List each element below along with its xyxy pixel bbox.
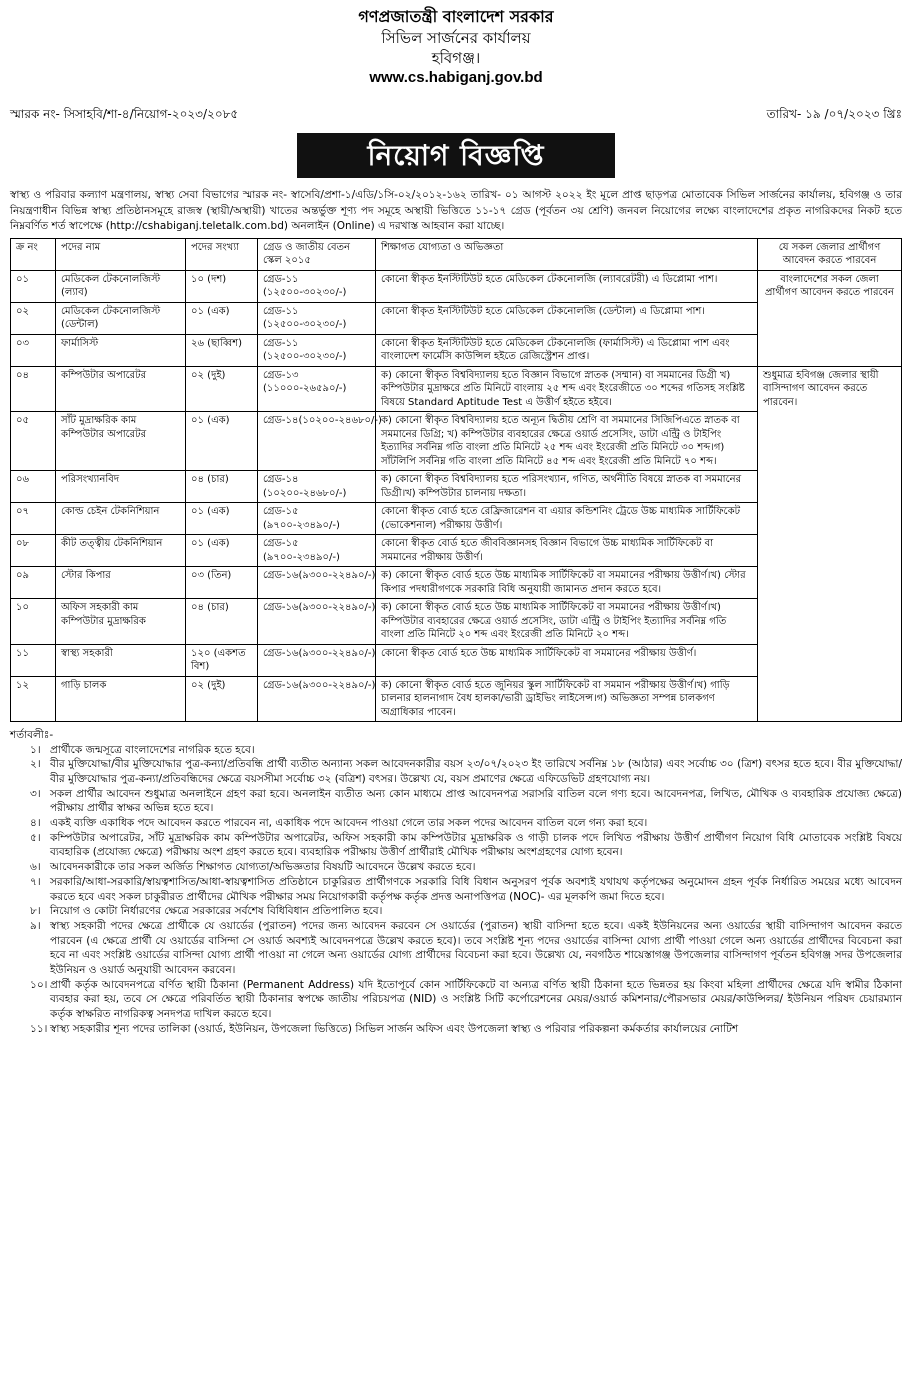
condition-text: স্বাস্থ্য সহকারীর শূন্য পদের তালিকা (ওয়ার্ড, ইউনিয়ন, উপজেলা ভিত্তিতে) সিভিল সার্জন অফিস এবং উপজেলা স্বাস্থ্য ও পরিবার পরিকল্পনা কর্মকর্তার কার্যালয়ের নোটিশ (50, 1022, 739, 1035)
cell-count: ০৪ (চার) (186, 471, 258, 503)
cell-qual: কোনো স্বীকৃত বোর্ড হতে জীববিজ্ঞানসহ বিজ্ঞান বিভাগে উচ্চ মাধ্যমিক সার্টিফিকেট বা সমমানের পরীক্ষায় উত্তীর্ণ। (376, 535, 758, 567)
cell-post: সাঁট মুদ্রাক্ষরিক কাম কম্পিউটার অপারেটর (56, 412, 186, 471)
condition-text: স্বাস্থ্য সহকারী পদের ক্ষেত্রে প্রার্থীকে যে ওয়ার্ডের (পুরাতন) পদের জন্য আবেদন করবেন সে ওয়ার্ডের (পুরাতন) স্থায়ী বাসিন্দা হতে হবে। একই ইউনিয়নের অন্য ওয়ার্ডের স্থায়ী বাসিন্দাগণ আবেদন করতে পারবেন (এ ক্ষেত্রে প্রার্থী যে ওয়ার্ডের বাসিন্দা সে ওয়ার্ড অবশ্যই আবেদনপত্রে উল্লেখ করতে হবে)। তবে সংশ্লিষ্ট শূন্য পদের ওয়ার্ডের বাসিন্দা যোগ্য প্রার্থী পাওয়া গেলে অন্য ওয়ার্ডের প্রার্থীদের বিবেচনা করা হবে না এবং সংশ্লিষ্ট ওয়ার্ডের বাসিন্দা যোগ্য প্রার্থী পাওয়া না গেলে অন্য ওয়ার্ডের যোগ্য প্রার্থীদের বিবেচনা করা হবে। উল্লেখ্য যে, নবগঠিত শায়েস্তাগঞ্জ উপজেলার বাসিন্দাগণ পূর্বতন হবিগঞ্জ সদর উপজেলার ইউনিয়ন ও ওয়ার্ড অনুযায়ী আবেদন করবেন। (50, 919, 902, 976)
condition-number: ৭। (30, 875, 41, 888)
notice-banner: নিয়োগ বিজ্ঞপ্তি (297, 133, 614, 179)
table-row (11, 270, 902, 302)
cell-grade: গ্রেড-১৬(৯৩০০-২২৪৯০/-) (258, 567, 376, 599)
conditions-title: শর্তাবলীঃ- (10, 729, 54, 742)
condition-item (10, 904, 902, 919)
cell-grade: গ্রেড-১১ (১২৫০০-৩০২৩০/-) (258, 302, 376, 334)
cell-eligibility-local: শুধুমাত্র হবিগঞ্জ জেলার স্থায়ী বাসিন্দাগণ আবেদন করতে পারবেন। (758, 366, 902, 722)
cell-no: ০৯ (11, 567, 56, 599)
condition-number: ৫। (30, 831, 41, 844)
cell-count: ১০ (দশ) (186, 270, 258, 302)
memo-row (10, 106, 902, 122)
memo-date: তারিখ- ১৯ /০৭/২০২৩ খ্রিঃ (766, 107, 902, 122)
cell-post: মেডিকেল টেকনোলজিস্ট (ল্যাব) (56, 270, 186, 302)
cell-grade: গ্রেড-১৬(৯৩০০-২২৪৯০/-) (258, 599, 376, 645)
intro-paragraph: স্বাস্থ্য ও পরিবার কল্যাণ মন্ত্রণালয়, স্বাস্থ্য সেবা বিভাগের স্মারক নং- স্বাসেবি/প্রশা-১/এডি/১সি-০২/২০১২-১৬২ তারিখ- ০১ আগস্ট ২০২২ ইং মূলে প্রাপ্ত ছাড়পত্র মোতাবেক সিভিল সার্জনের কার্যালয়, হবিগঞ্জ ও তার নিয়ন্ত্রণাধীন বিভিন্ন স্বাস্থ্য প্রতিষ্ঠানসমূহে রাজস্ব (স্থায়ী/অস্থায়ী) খাতের অন্তর্ভুক্ত শূণ্য পদ সমূহে অস্থায়ী ভিত্তিতে ১১-১৭ গ্রেড (পূর্বতন ৩য় শ্রেণি) জনবল নিয়োগের লক্ষ্যে বাংলাদেশের প্রকৃত নাগরিকদের নিকট হতে নিম্নবর্ণিত শর্ত স্বাপেক্ষে (http://cshabiganj.teletalk.com.bd) অনলাইন (Online) এ দরখাস্ত আহবান করা যাচ্ছে। (10, 189, 902, 232)
gov-name: গণপ্রজাতন্ত্রী বাংলাদেশ সরকার (358, 7, 554, 26)
cell-no: ০১ (11, 270, 56, 302)
condition-text: প্রার্থীকে জন্মসূত্রে বাংলাদেশের নাগরিক হতে হবে। (50, 743, 255, 756)
cell-post: স্টোর কিপার (56, 567, 186, 599)
cell-count: ০১ (এক) (186, 302, 258, 334)
condition-item (10, 860, 902, 875)
col-header-count: পদের সংখ্যা (186, 238, 258, 270)
cell-no: ০৬ (11, 471, 56, 503)
cell-grade: গ্রেড-১৫ (৯৭০০-২৩৪৯০/-) (258, 503, 376, 535)
condition-text: প্রার্থী কর্তৃক আবেদনপত্রে বর্ণিত স্থায়ী ঠিকানা (Permanent Address) যদি ইতোপূর্বে কোন সার্টিফিকেটে বা অন্যত্র বর্ণিত স্থায়ী ঠিকানা হতে ভিন্নতর হয় কিংবা মহিলা প্রার্থীদের ক্ষেত্রে যদি স্বামীর ঠিকানা ব্যবহার করা হয়, তবে সে ক্ষেত্রে পরিবর্তিত স্থায়ী ঠিকানার স্বপক্ষে জাতীয় পরিচয়পত্র (NID) ও সংশ্লিষ্ট সিটি কর্পোরেশনের মেয়র/ওয়ার্ড কমিশনার/পৌরসভার মেয়র/কাউন্সিলর/ ইউনিয়ন পরিষদ চেয়ারম্যান কর্তৃক স্বাক্ষরিত নাগরিকত্ব সনদপত্র দাখিল করতে হবে। (50, 978, 902, 1021)
table-header-row (11, 238, 902, 270)
col-header-qualification: শিক্ষাগত যোগ্যতা ও অভিজ্ঞতা (376, 238, 758, 270)
cell-qual: কোনো স্বীকৃত ইনস্টিটিউট হতে মেডিকেল টেকনোলজি (ফার্মাসিস্ট) এ ডিপ্লোমা পাশ এবং বাংলাদেশ ফার্মেসি কাউন্সিল হইতে রেজিস্ট্রেশন প্রাপ্ত। (376, 334, 758, 366)
condition-text: নিয়োগ ও কোটা নির্ধারণের ক্ষেত্রে সরকারের সর্বশেষ বিধিবিধান প্রতিপালিত হবে। (50, 905, 383, 918)
condition-number: ৬। (30, 861, 41, 874)
cell-grade: গ্রেড-১১ (১২৫০০-৩০২৩০/-) (258, 334, 376, 366)
condition-text: সকল প্রার্থীর আবেদন শুধুমাত্র অনলাইনে গ্রহণ করা হবে। অনলাইন ব্যতীত অন্য কোন মাধ্যমে প্রাপ্ত আবেদনপত্র সরাসরি বাতিল বলে গণ্য হবে। আবেদনপত্র, লিখিত, মৌখিক ও ব্যবহারিক প্রযোজ্য ক্ষেত্রে) পরীক্ষায় প্রার্থীর স্বাক্ষর অভিন্ন হতে হবে। (50, 787, 902, 815)
cell-count: ২৬ (ছাব্বিশ) (186, 334, 258, 366)
condition-item (10, 787, 902, 816)
cell-count: ১২০ (একশত বিশ) (186, 644, 258, 676)
cell-grade: গ্রেড-১৪(১০২০০-২৪৬৮০/-) (258, 412, 376, 471)
cell-post: কম্পিউটার অপারেটর (56, 366, 186, 412)
memo-ref: স্মারক নং- সিসাহবি/শা-৪/নিয়োগ-২০২৩/২০৮৫ (10, 107, 239, 122)
condition-item (10, 919, 902, 978)
col-header-serial: ক্র নং (11, 238, 56, 270)
cell-grade: গ্রেড-১৬(৯৩০০-২২৪৯০/-) (258, 644, 376, 676)
cell-post: মেডিকেল টেকনোলজিস্ট (ডেন্টাল) (56, 302, 186, 334)
condition-number: ১১। (30, 1022, 48, 1035)
cell-count: ০৪ (চার) (186, 599, 258, 645)
condition-number: ৪। (30, 817, 41, 830)
cell-post: কোল্ড চেইন টেকনিশিয়ান (56, 503, 186, 535)
condition-text: একই ব্যক্তি একাধিক পদে আবেদন করতে পারবেন না, একাধিক পদে আবেদন পাওয়া গেলে তার সকল পদের আবেদন বাতিল বলে গন্য করা হবে। (50, 817, 648, 830)
posts-table (10, 238, 902, 723)
condition-item (10, 875, 902, 904)
cell-no: ১২ (11, 676, 56, 722)
condition-number: ২। (30, 758, 41, 771)
office-location: হবিগঞ্জ। (431, 48, 481, 67)
condition-text: কম্পিউটার অপারেটর, সাঁট মুদ্রাক্ষরিক কাম কম্পিউটার অপারেটর, অফিস সহকারী কাম কম্পিউটার মুদ্রাক্ষরিক ও গাড়ী চালক পদে লিখিত পরীক্ষায় উত্তীর্ণ প্রার্থীগণ নিয়োগ বিধি মোতাবেক সংশ্লিষ্ট বিষয়ে ব্যবহারিক (প্রযোজ্য ক্ষেত্রে) পরীক্ষায় অংশ গ্রহণ করতে হবে। ব্যবহারিক পরীক্ষায় উত্তীর্ণ প্রার্থীরাই মৌখিক পরীক্ষায় অংশগ্রহণের যোগ্য হবেন। (50, 831, 902, 859)
cell-post: স্বাস্থ্য সহকারী (56, 644, 186, 676)
cell-count: ০২ (দুই) (186, 366, 258, 412)
cell-no: ১০ (11, 599, 56, 645)
cell-qual: ক) কোনো স্বীকৃত বিশ্ববিদ্যালয় হতে পরিসংখ্যান, গণিত, অর্থনীতি বিষয়ে স্নাতক বা সমমানের ডিগ্রী।খ) কম্পিউটার চালনায় দক্ষতা। (376, 471, 758, 503)
cell-grade: গ্রেড-১৪ (১০২০০-২৪৬৮০/-) (258, 471, 376, 503)
condition-item (10, 978, 902, 1022)
cell-no: ০৮ (11, 535, 56, 567)
cell-no: ০৩ (11, 334, 56, 366)
cell-count: ০১ (এক) (186, 535, 258, 567)
cell-count: ০১ (এক) (186, 412, 258, 471)
cell-eligibility-all: বাংলাদেশের সকল জেলা প্রার্থীগণ আবেদন করতে পারবেন (758, 270, 902, 366)
cell-qual: ক) কোনো স্বীকৃত বোর্ড হতে উচ্চ মাধ্যমিক সার্টিফিকেট বা সমমানের পরীক্ষায় উত্তীর্ণ।খ) স্টোর কিপার পদধারীগণকে সরকারি বিধি অনুযায়ী জামানত প্রদান করতে হবে। (376, 567, 758, 599)
cell-count: ০২ (দুই) (186, 676, 258, 722)
office-name: সিভিল সার্জনের কার্যালয় (381, 28, 531, 47)
cell-qual: ক) কোনো স্বীকৃত বোর্ড হতে উচ্চ মাধ্যমিক সার্টিফিকেট বা সমমানের পরীক্ষায় উত্তীর্ণ।খ) কম্পিউটার ব্যবহারের ক্ষেত্রে ওয়ার্ড প্রসেসিং, ডাটা এন্ট্রি ও টাইপিং ইত্যাদির সর্বনিম্ন গতি বাংলা প্রতি মিনিটে ২০ শব্দ এবং ইংরেজী প্রতি মিনিটে ২০ শব্দ। (376, 599, 758, 645)
condition-number: ৮। (30, 905, 41, 918)
condition-number: ১। (30, 743, 41, 756)
condition-item (10, 831, 902, 860)
cell-grade: গ্রেড-১৬(৯৩০০-২২৪৯০/-) (258, 676, 376, 722)
cell-qual: কোনো স্বীকৃত ইনস্টিটিউট হতে মেডিকেল টেকনোলজি (ডেন্টাল) এ ডিপ্লোমা পাশ। (376, 302, 758, 334)
cell-qual: কোনো স্বীকৃত বোর্ড হতে রেফ্রিজারেশন বা এয়ার কন্ডিশনিং ট্রেডে উচ্চ মাধ্যমিক সার্টিফিকেট (ভোকেশনাল) পরীক্ষায় উত্তীর্ণ। (376, 503, 758, 535)
condition-item (10, 1022, 902, 1037)
cell-post: ফার্মাসিস্ট (56, 334, 186, 366)
cell-grade: গ্রেড-১৫ (৯৭০০-২৩৪৯০/-) (258, 535, 376, 567)
cell-qual: কোনো স্বীকৃত ইনস্টিটিউট হতে মেডিকেল টেকনোলজি (ল্যাবরেটরী) এ ডিপ্লোমা পাশ। (376, 270, 758, 302)
cell-count: ০১ (এক) (186, 503, 258, 535)
cell-grade: গ্রেড-১৩ (১১০০০-২৬৫৯০/-) (258, 366, 376, 412)
condition-number: ৩। (30, 787, 41, 800)
col-header-grade: গ্রেড ও জাতীয় বেতন স্কেল ২০১৫ (258, 238, 376, 270)
cell-grade: গ্রেড-১১ (১২৫০০-৩০২৩০/-) (258, 270, 376, 302)
cell-qual: ক) কোনো স্বীকৃত বিশ্ববিদ্যালয় হতে বিজ্ঞান বিভাগে স্নাতক (সম্মান) বা সমমানের ডিগ্রী খ) কম্পিউটার মুদ্রাক্ষরে প্রতি মিনিটে বাংলায় ২৫ শব্দ এবং ইংরেজীতে ৩০ শব্দের গতিসহ সংশ্লিষ্ট বিষয়ে Standard Aptitude Test এ উত্তীর্ণ হইতে হইবে। (376, 366, 758, 412)
condition-number: ৯। (30, 919, 41, 932)
cell-post: কীট তত্ত্বীয় টেকনিশিয়ান (56, 535, 186, 567)
letterhead (10, 0, 902, 88)
cell-no: ০২ (11, 302, 56, 334)
cell-post: গাড়ি চালক (56, 676, 186, 722)
cell-post: অফিস সহকারী কাম কম্পিউটার মুদ্রাক্ষরিক (56, 599, 186, 645)
cell-post: পরিসংখ্যানবিদ (56, 471, 186, 503)
condition-item (10, 743, 902, 758)
condition-item (10, 757, 902, 786)
table-row (11, 366, 902, 412)
cell-qual: ক) কোনো স্বীকৃত বোর্ড হতে জুনিয়র স্কুল সার্টিফিকেট বা সমমান পরীক্ষায় উত্তীর্ণ।খ) গাড়ি চালনার হালনাগাদ বৈধ হালকা/ভারী ড্রাইভিং লাইসেন্স।গ) অভিজ্ঞতা সম্পন্ন চালকগণ অগ্রাধিকার পাবেন। (376, 676, 758, 722)
col-header-eligibility: যে সকল জেলার প্রার্থীগণ আবেদন করতে পারবেন (758, 238, 902, 270)
cell-count: ০৩ (তিন) (186, 567, 258, 599)
conditions-list (10, 743, 902, 1037)
col-header-post: পদের নাম (56, 238, 186, 270)
cell-no: ০৭ (11, 503, 56, 535)
cell-no: ১১ (11, 644, 56, 676)
condition-item (10, 816, 902, 831)
cell-no: ০৪ (11, 366, 56, 412)
cell-no: ০৫ (11, 412, 56, 471)
condition-number: ১০। (30, 978, 48, 991)
condition-text: আবেদনকারীকে তার সকল অর্জিত শিক্ষাগত যোগ্যতা/অভিজ্ঞতার বিষয়টি আবেদনে উল্লেখ করতে হবে। (50, 861, 476, 874)
condition-text: বীর মুক্তিযোদ্ধা/বীর মুক্তিযোদ্ধার পুত্র-কন্যা/প্রতিবন্ধি প্রার্থী ব্যতীত অন্যান্য সকল আবেদনকারীর বয়স ২৩/০৭/২০২৩ ইং তারিখে সর্বনিম্ন ১৮ (আঠার) এবং সর্বোচ্চ ৩০ (ত্রিশ) বৎসর হতে হবে। বীর মুক্তিযোদ্ধা/বীর মুক্তিযোদ্ধার পুত্র-কন্যা/প্রতিবন্ধিদের ক্ষেত্রে বয়সসীমা সর্বোচ্চ ৩২ (বত্রিশ) বৎসর। উল্লেখ্য যে, বয়স প্রমাণের ক্ষেত্রে এফিডেভিট গ্রহণযোগ্য নয়। (50, 758, 902, 786)
website-link[interactable]: www.cs.habiganj.gov.bd (369, 69, 543, 87)
cell-qual: কোনো স্বীকৃত বোর্ড হতে উচ্চ মাধ্যমিক সার্টিফিকেট বা সমমানের পরীক্ষায় উত্তীর্ণ। (376, 644, 758, 676)
cell-qual: ক) কোনো স্বীকৃত বিশ্ববিদ্যালয় হতে অন্যূন দ্বিতীয় শ্রেণি বা সমমানের সিজিপিএতে স্নাতক বা সমমানের ডিগ্রি; খ) কম্পিউটার ব্যবহারের ক্ষেত্রে ওয়ার্ড প্রসেসিং, ডাটা এন্ট্রি ও টাইপিং ইত্যাদির সর্বনিম্ন গতি বাংলা প্রতি মিনিটে ২৫ শব্দ এবং ইংরেজী প্রতি মিনিটে ৩০ শব্দ।গ) সাঁটলিপি সর্বনিম্ন গতি বাংলা প্রতি মিনিটে ৪৫ শব্দ এবং ইংরেজী প্রতি মিনিটে ৭০ শব্দ। (376, 412, 758, 471)
condition-text: সরকারি/আধা-সরকারি/স্বায়ত্বশাসিত/আধা-স্বায়ত্বশাসিত প্রতিষ্ঠানে চাকুরিরত প্রার্থীগণকে সরকারি বিধি বিধান অনুসরণ পূর্বক অবশ্যই যথাযথ কর্তৃপক্ষের অনুমোদন গ্রহন পূর্বক নির্ধারিত সময়ের মধ্যে আবেদন করতে হবে এবং সকল চাকুরীরত প্রার্থীদের মৌখিক পরীক্ষার সময় নিয়োগকারী কর্তৃপক্ষ কর্তৃক প্রদত্ত অনাপত্তিপত্র (NOC)- এর মূলকপি জমা দিতে হবে। (50, 875, 902, 903)
